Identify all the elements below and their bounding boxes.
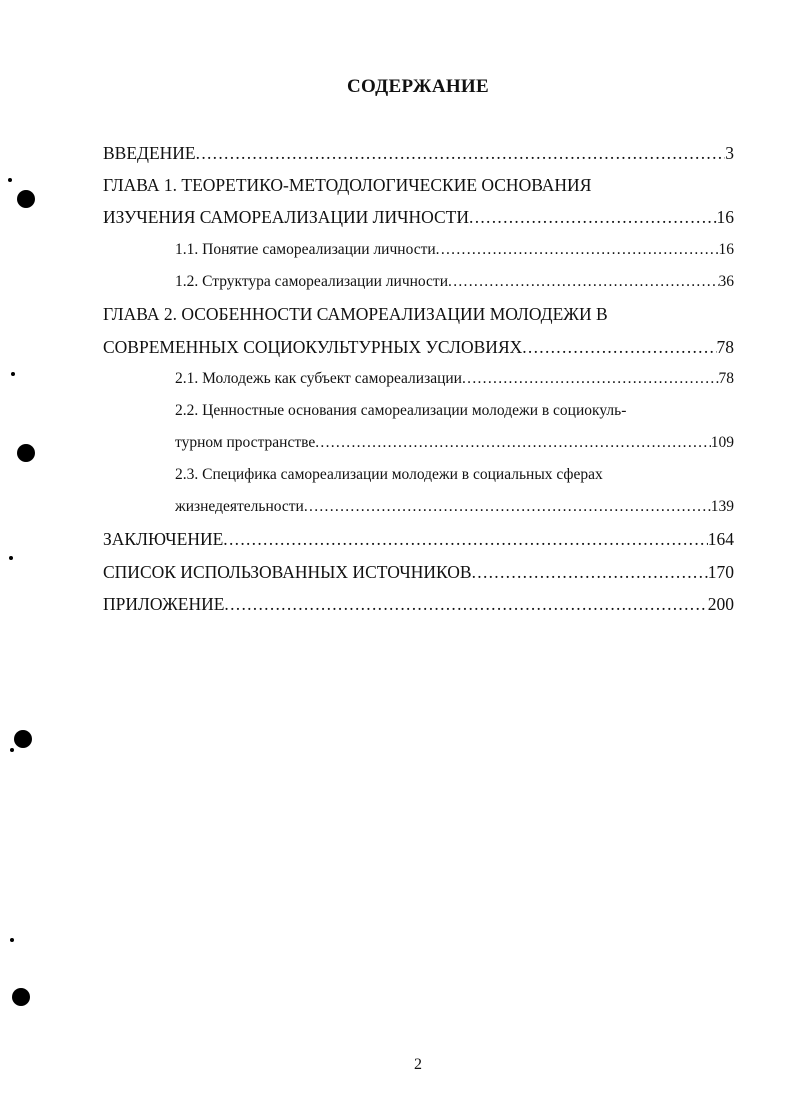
- toc-entry-label: 1.2. Структура самореализации личности: [175, 273, 449, 290]
- toc-entry-page: 109: [710, 434, 734, 451]
- punch-hole-mark: [12, 988, 30, 1006]
- toc-entry-label: СПИСОК ИСПОЛЬЗОВАННЫХ ИСТОЧНИКОВ: [103, 562, 472, 582]
- speck-mark: [8, 178, 12, 182]
- toc-title: СОДЕРЖАНИЕ: [347, 76, 489, 97]
- dot-leader: [462, 367, 719, 391]
- toc-section-2-3-line1[interactable]: 2.3. Специфика самореализации молодежи в социальных сферах: [175, 466, 603, 483]
- dot-leader: [436, 238, 719, 262]
- toc-entry-section-2-1[interactable]: [175, 367, 734, 391]
- toc-entry-sources[interactable]: [103, 560, 734, 584]
- toc-entry-page: 3: [725, 143, 734, 163]
- toc-entry-label: ЗАКЛЮЧЕНИЕ: [103, 529, 224, 549]
- dot-leader: [522, 335, 716, 359]
- toc-entry-intro[interactable]: [103, 141, 734, 165]
- toc-entry-label: 1.1. Понятие самореализации личности: [175, 241, 436, 258]
- toc-entry-page: 200: [707, 594, 734, 614]
- speck-mark: [9, 556, 13, 560]
- toc-entry-appendix[interactable]: [103, 592, 734, 616]
- toc-section-2-2-line1[interactable]: 2.2. Ценностные основания самореализации молодежи в социокуль-: [175, 402, 627, 419]
- dot-leader: [469, 205, 716, 229]
- toc-entry-label: 2.1. Молодежь как субъект самореализации: [175, 370, 462, 387]
- toc-entry-page: 16: [718, 241, 734, 258]
- dot-leader: [223, 527, 707, 551]
- dot-leader: [224, 592, 707, 616]
- punch-hole-mark: [17, 190, 35, 208]
- toc-chapter2-line1[interactable]: ГЛАВА 2. ОСОБЕННОСТИ САМОРЕАЛИЗАЦИИ МОЛОДЕЖИ В: [103, 304, 608, 324]
- toc-entry-page: 78: [718, 370, 734, 387]
- toc-entry-page: 16: [716, 207, 734, 227]
- toc-entry-page: 164: [707, 529, 734, 549]
- toc-entry-chapter2[interactable]: [103, 335, 734, 359]
- dot-leader: [196, 141, 726, 165]
- toc-entry-section-1-2[interactable]: [175, 270, 734, 294]
- toc-entry-label: ПРИЛОЖЕНИЕ: [103, 594, 225, 614]
- toc-entry-label: турном пространстве: [175, 434, 316, 451]
- speck-mark: [10, 748, 14, 752]
- speck-mark: [11, 372, 15, 376]
- speck-mark: [10, 938, 14, 942]
- punch-hole-mark: [17, 444, 35, 462]
- toc-entry-section-1-1[interactable]: [175, 238, 734, 262]
- toc-chapter1-line1[interactable]: ГЛАВА 1. ТЕОРЕТИКО-МЕТОДОЛОГИЧЕСКИЕ ОСНОВАНИЯ: [103, 175, 592, 195]
- toc-entry-page: 78: [716, 337, 734, 357]
- toc-entry-page: 170: [707, 562, 734, 582]
- toc-entry-chapter1[interactable]: [103, 205, 734, 229]
- toc-entry-label: СОВРЕМЕННЫХ СОЦИОКУЛЬТУРНЫХ УСЛОВИЯХ: [103, 337, 523, 357]
- punch-hole-mark: [14, 730, 32, 748]
- dot-leader: [472, 560, 708, 584]
- toc-entry-section-2-3[interactable]: [175, 495, 734, 519]
- page-number: 2: [414, 1056, 422, 1073]
- toc-entry-label: ИЗУЧЕНИЯ САМОРЕАЛИЗАЦИИ ЛИЧНОСТИ: [103, 207, 470, 227]
- dot-leader: [448, 270, 718, 294]
- toc-entry-label: жизнедеятельности: [175, 498, 304, 515]
- toc-entry-page: 139: [710, 498, 734, 515]
- toc-entry-page: 36: [718, 273, 734, 290]
- toc-entry-conclusion[interactable]: [103, 527, 734, 551]
- toc-entry-section-2-2[interactable]: [175, 431, 734, 455]
- dot-leader: [315, 431, 711, 455]
- dot-leader: [304, 495, 711, 519]
- toc-entry-label: ВВЕДЕНИЕ: [103, 143, 196, 163]
